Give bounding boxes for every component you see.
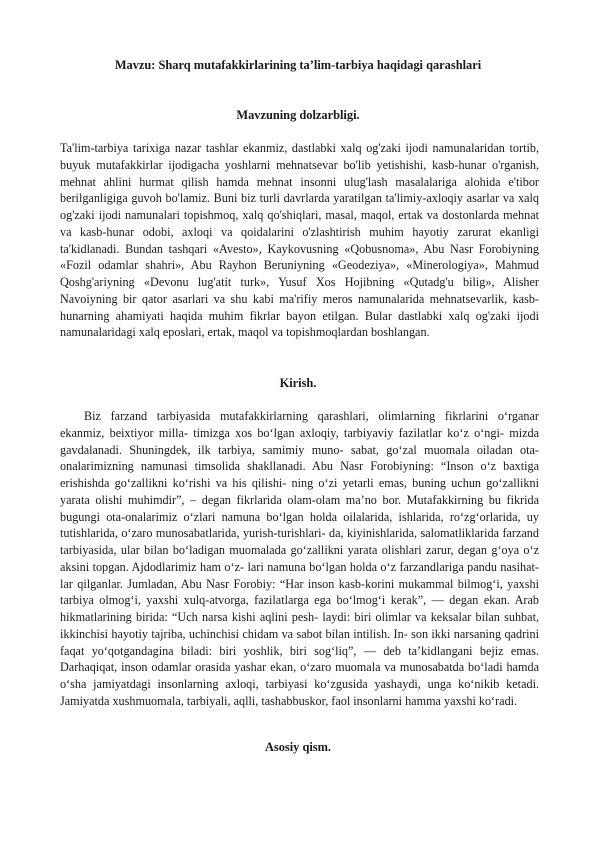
paragraph-dolzarblik: Ta'lim-tarbiya tarixiga nazar tashlar ekanmiz, dastlabki xalq og'zaki ijodi namunalaridan tortib, buyuk mutafakkirlar ijodigacha yoshlarni mehnatsevar bo'lib yetishishi, kasb-hunar o'rganish, mehnat ahlini hurmat qilish hamda mehnat insonni ulug'lash masalalariga alohida e'tibor berilganligiga guvoh bo'lamiz. Buni biz turli davrlarda yaratilgan ta'limiy-axloqiy asarlar va xalq og'zaki ijodi namunalari topishmoq, xalq qo'shiqlari, masal, maqol, ertak va dostonlarda mehnat va kasb-hunar odobi, axloqi va qoidalarini o'zlashtirish muhim hayotiy zarurat ekanligi ta'kidlanadi. Bundan tashqari «Avesto», Kaykovusning «Qobusnoma», Abu Nasr Forobiyning «Fozil odamlar shahri», Abu Rayhon Beruniyning «Geodeziya», «Minerologiya», Mahmud Qoshg'ariyning «Devonu lug'atit turk», Yusuf Xos Hojibning «Qutadg'u bilig», Alisher Navoiyning bir qator asarlari va shu kabi ma'rifiy meros namunalarida mehnatsevarlik, kasb-hunarning ahamiyati haqida muhim fikrlar bayon etilgan. Bular dastlabki xalq og'zaki ijodi namunalaridagi xalq eposlari, ertak, maqol va topishmoqlardan boshlangan. [60, 141, 539, 340]
heading-dolzarblik: Mavzuning dolzarbligi. [236, 108, 360, 122]
document-title: Mavzu: Sharq mutafakkirlarining ta’lim-tarbiya haqidagi qarashlari [114, 58, 482, 72]
paragraph-kirish: Biz farzand tarbiyasida mutafakkirlarning qarashlari, olimlarning fikrlarini o‘rganar ekanmiz, beixtiyor milla- timizga xos bo‘lgan axloqiy, tarbiyaviy fazilatlar ko‘z o‘ngi- mizda gavdalanadi. Shuningdek, ilk tarbiya, samimiy muno- sabat, go‘zal muomala oiladan ota-onalarimizning namunasi timsolida shakllanadi. Abu Nasr Forobiyning: “Inson o‘z baxtiga erishishda go‘zallikni ko‘rishi va his qilishi- ning o‘zi yetarli emas, buning uchun go‘zallikni yarata olishi muhimdir”, – degan fikrlarida olam-olam ma’no bor. Mutafakkirning bu fikrida bugungi ota-onalarimiz o‘zlari namuna bo‘lgan holda oilalarida, ishlarida, ro‘zg‘orlarida, uy tutishlarida, o‘zaro munosabatlarida, yurish-turishlari- da, kiyinishlarida, salomatliklarida farzand tarbiyasida, ular bilan bo‘ladigan muomalada go‘zallikni yarata olishlari zarur, degan g‘oya o‘z aksini topgan. Ajdodlarimiz ham o‘z- lari namuna bo‘lgan holda o‘z farzandlariga pandu nasihat- lar qilganlar. Jumladan, Abu Nasr Forobiy: “Har inson kasb-korini mukammal bilmog‘i, yaxshi tarbiya olmog‘i, yaxshi xulq-atvorga, fazilatlarga ega bo‘lmog‘i kerak”, — degan ekan. Arab hikmatlarining birida: “Uch narsa kishi aqlini pesh- laydi: biri olimlar va keksalar bilan suhbat, ikkinchisi hayotiy tajriba, uchinchisi chidam va sabot bilan intilish. In- son ikki narsaning qadrini faqat yo‘qotgandagina biladi: biri yoshlik, biri sog‘liq”, — deb ta’kidlangani bejiz emas. Darhaqiqat, inson odamlar orasida yashar ekan, o‘zaro muomala va munosabatda bo‘ladi hamda o‘sha jamiyatdagi insonlarning axloqi, tarbiyasi ko‘zgusida yashaydi, unga ko‘nikib ketadi. Jamiyatda xushmuomala, tarbiyali, aqlli, tashabbuskor, faol insonlarni hamma yaxshi ko‘radi. [60, 409, 539, 708]
heading-kirish: Kirish. [279, 376, 317, 390]
heading-asosiy-qism: Asosiy qism. [264, 740, 332, 754]
